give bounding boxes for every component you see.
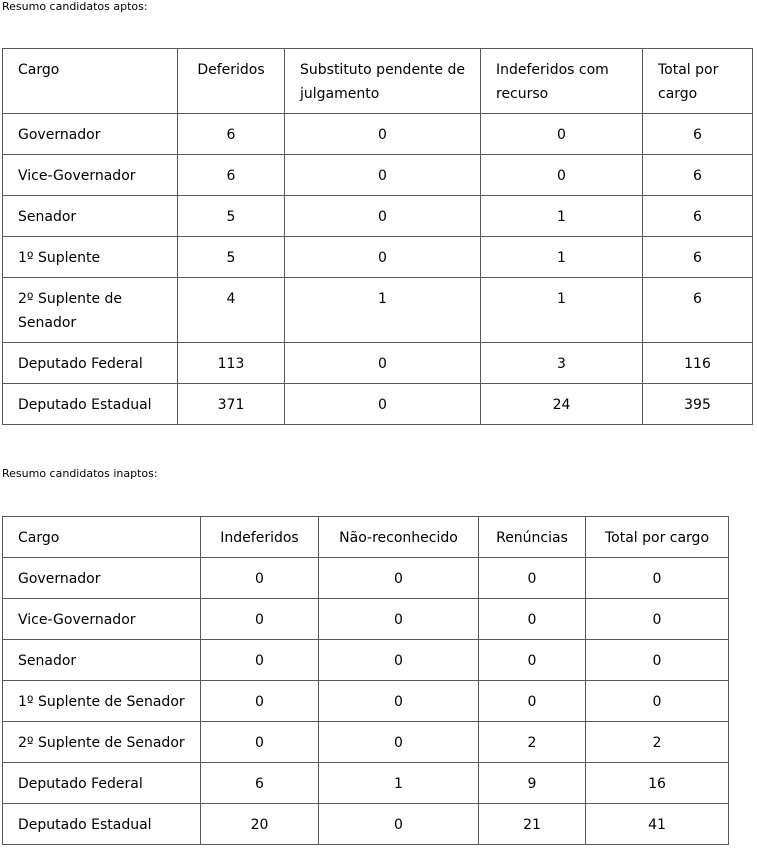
header-indeferidos-com-recurso: Indeferidos com recurso bbox=[481, 49, 643, 114]
cell-indeferidos-recurso: 1 bbox=[481, 196, 643, 237]
table-row bbox=[3, 722, 729, 763]
cell-nao-reconhecido: 0 bbox=[319, 558, 479, 599]
cell-indeferidos: 20 bbox=[201, 804, 319, 845]
table-row bbox=[3, 155, 753, 196]
header-substituto-pendente: Substituto pendente de julgamento bbox=[285, 49, 481, 114]
cell-deferidos: 113 bbox=[178, 343, 285, 384]
cell-indeferidos: 0 bbox=[201, 599, 319, 640]
cell-total: 16 bbox=[586, 763, 729, 804]
cell-total: 41 bbox=[586, 804, 729, 845]
cell-cargo: 2º Suplente de Senador bbox=[3, 278, 178, 343]
cell-cargo: Senador bbox=[3, 196, 178, 237]
cell-cargo: Governador bbox=[3, 114, 178, 155]
cell-nao-reconhecido: 0 bbox=[319, 640, 479, 681]
cell-substituto: 0 bbox=[285, 114, 481, 155]
cell-cargo: 2º Suplente de Senador bbox=[3, 722, 201, 763]
header-total-por-cargo: Total por cargo bbox=[643, 49, 753, 114]
table-header-row bbox=[3, 49, 753, 114]
cell-total: 0 bbox=[586, 681, 729, 722]
table-row bbox=[3, 599, 729, 640]
cell-cargo: Senador bbox=[3, 640, 201, 681]
header-indeferidos: Indeferidos bbox=[201, 517, 319, 558]
cell-indeferidos: 0 bbox=[201, 640, 319, 681]
cell-indeferidos: 0 bbox=[201, 681, 319, 722]
cell-indeferidos-recurso: 24 bbox=[481, 384, 643, 425]
cell-total: 6 bbox=[643, 114, 753, 155]
cell-indeferidos-recurso: 3 bbox=[481, 343, 643, 384]
inaptos-table bbox=[2, 516, 729, 845]
cell-nao-reconhecido: 0 bbox=[319, 681, 479, 722]
cell-cargo: Deputado Federal bbox=[3, 763, 201, 804]
cell-renuncias: 0 bbox=[479, 558, 586, 599]
header-total-por-cargo: Total por cargo bbox=[586, 517, 729, 558]
cell-total: 0 bbox=[586, 558, 729, 599]
header-cargo: Cargo bbox=[3, 517, 201, 558]
cell-nao-reconhecido: 1 bbox=[319, 763, 479, 804]
cell-deferidos: 371 bbox=[178, 384, 285, 425]
cell-substituto: 0 bbox=[285, 155, 481, 196]
cell-renuncias: 2 bbox=[479, 722, 586, 763]
cell-deferidos: 5 bbox=[178, 237, 285, 278]
cell-renuncias: 21 bbox=[479, 804, 586, 845]
cell-total: 0 bbox=[586, 599, 729, 640]
cell-renuncias: 9 bbox=[479, 763, 586, 804]
table-row bbox=[3, 343, 753, 384]
cell-substituto: 0 bbox=[285, 343, 481, 384]
cell-cargo: Deputado Estadual bbox=[3, 384, 178, 425]
cell-total: 116 bbox=[643, 343, 753, 384]
cell-indeferidos-recurso: 1 bbox=[481, 278, 643, 343]
cell-cargo: Governador bbox=[3, 558, 201, 599]
header-cargo: Cargo bbox=[3, 49, 178, 114]
table-row bbox=[3, 237, 753, 278]
cell-total: 2 bbox=[586, 722, 729, 763]
cell-total: 395 bbox=[643, 384, 753, 425]
table-row bbox=[3, 384, 753, 425]
table-row bbox=[3, 681, 729, 722]
header-nao-reconhecido: Não-reconhecido bbox=[319, 517, 479, 558]
cell-renuncias: 0 bbox=[479, 640, 586, 681]
table-row bbox=[3, 196, 753, 237]
aptos-table bbox=[2, 48, 753, 425]
cell-cargo: 1º Suplente bbox=[3, 237, 178, 278]
cell-substituto: 0 bbox=[285, 237, 481, 278]
cell-indeferidos: 6 bbox=[201, 763, 319, 804]
cell-total: 6 bbox=[643, 155, 753, 196]
cell-nao-reconhecido: 0 bbox=[319, 804, 479, 845]
cell-deferidos: 6 bbox=[178, 155, 285, 196]
cell-total: 0 bbox=[586, 640, 729, 681]
table-row bbox=[3, 278, 753, 343]
inaptos-caption: Resumo candidatos inaptos: bbox=[2, 467, 158, 480]
table-row bbox=[3, 114, 753, 155]
cell-indeferidos: 0 bbox=[201, 558, 319, 599]
table-row bbox=[3, 640, 729, 681]
cell-deferidos: 5 bbox=[178, 196, 285, 237]
cell-substituto: 1 bbox=[285, 278, 481, 343]
header-deferidos: Deferidos bbox=[178, 49, 285, 114]
cell-cargo: Deputado Federal bbox=[3, 343, 178, 384]
table-header-row bbox=[3, 517, 729, 558]
cell-total: 6 bbox=[643, 278, 753, 343]
cell-cargo: Vice-Governador bbox=[3, 155, 178, 196]
cell-nao-reconhecido: 0 bbox=[319, 599, 479, 640]
cell-indeferidos-recurso: 0 bbox=[481, 114, 643, 155]
cell-substituto: 0 bbox=[285, 196, 481, 237]
cell-cargo: Vice-Governador bbox=[3, 599, 201, 640]
table-row bbox=[3, 804, 729, 845]
cell-substituto: 0 bbox=[285, 384, 481, 425]
cell-indeferidos-recurso: 0 bbox=[481, 155, 643, 196]
cell-deferidos: 6 bbox=[178, 114, 285, 155]
cell-cargo: Deputado Estadual bbox=[3, 804, 201, 845]
cell-cargo: 1º Suplente de Senador bbox=[3, 681, 201, 722]
cell-renuncias: 0 bbox=[479, 681, 586, 722]
cell-deferidos: 4 bbox=[178, 278, 285, 343]
header-renuncias: Renúncias bbox=[479, 517, 586, 558]
table-row bbox=[3, 763, 729, 804]
table-row bbox=[3, 558, 729, 599]
cell-indeferidos-recurso: 1 bbox=[481, 237, 643, 278]
cell-nao-reconhecido: 0 bbox=[319, 722, 479, 763]
cell-renuncias: 0 bbox=[479, 599, 586, 640]
cell-total: 6 bbox=[643, 196, 753, 237]
cell-total: 6 bbox=[643, 237, 753, 278]
aptos-caption: Resumo candidatos aptos: bbox=[2, 0, 148, 13]
cell-indeferidos: 0 bbox=[201, 722, 319, 763]
